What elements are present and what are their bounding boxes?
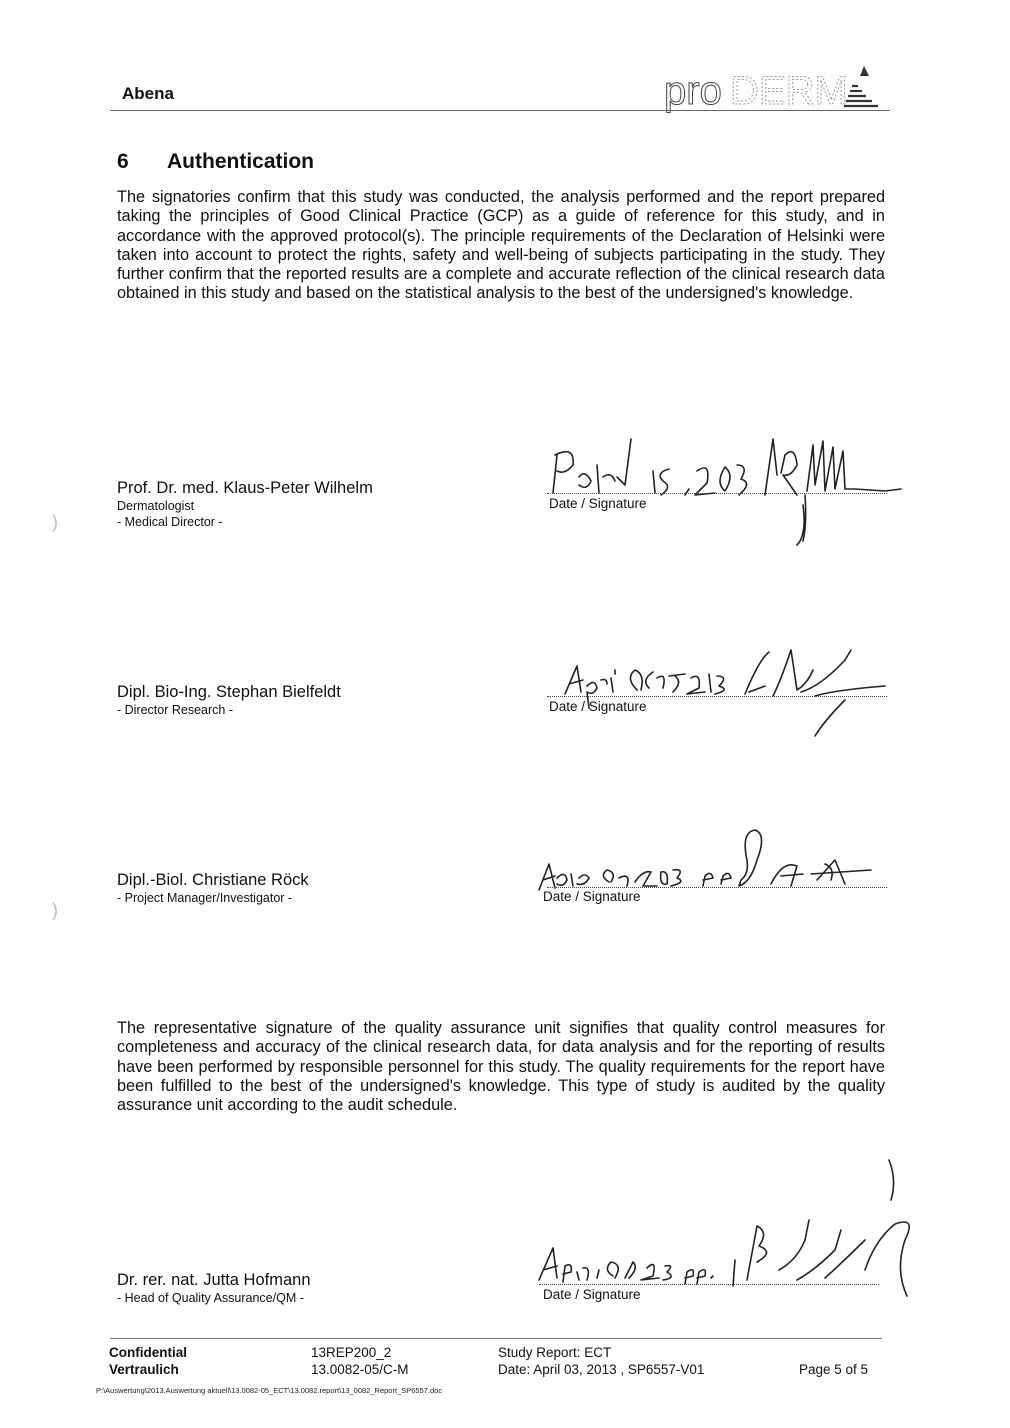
date-signature-label: Date / Signature	[549, 496, 647, 511]
footer-confidential-block	[109, 1344, 187, 1378]
footer-study-report: Study Report: ECT	[498, 1345, 612, 1360]
signature-line	[547, 696, 887, 697]
signature-line	[539, 1284, 879, 1285]
footer-vertraulich: Vertraulich	[109, 1362, 179, 1377]
signatory-block	[117, 1270, 311, 1306]
handwritten-signature	[545, 630, 945, 740]
section-heading	[117, 150, 314, 174]
footer-date-line: Date: April 03, 2013 , SP6557-V01	[498, 1362, 705, 1377]
footer-file-path: P:\Auswertung\2013.Auswertung aktuell\13.0082-05_ECT\13.0082.report\13_0082_Report_SP6557.doc	[96, 1386, 443, 1395]
section-number: 6	[117, 150, 129, 173]
header-company: Abena	[122, 84, 174, 103]
qa-paragraph: The representative signature of the quality assurance unit signifies that quality control measures for completeness and accuracy of the clinical research data, for data analysis and for the reporting of results have been performed by responsible personnel for this study. The quality requirements for the report have been fulfilled to the best of the undersigned's knowledge. This type of study is audited by the quality assurance unit according to the audit schedule.	[117, 1019, 885, 1115]
header-rule	[110, 110, 890, 111]
signatory-role: - Head of Quality Assurance/QM -	[117, 1291, 304, 1305]
footer-page-number: Page 5 of 5	[799, 1362, 869, 1377]
margin-mark: )	[52, 900, 58, 920]
authentication-paragraph: The signatories confirm that this study was conducted, the analysis performed and the report prepared taking the principles of Good Clinical Practice (GCP) as a guide of reference for this study, and in accordance with the approved protocol(s). The principle requirements of the Declaration of Helsinki were taken into account to protect the rights, safety and well-being of subjects participating in the study. They further confirm that the reported results are a complete and accurate reflection of the clinical research data obtained in this study and based on the statistical analysis to the best of the undersigned's knowledge.	[117, 188, 885, 303]
signatory-title: Dermatologist	[117, 499, 195, 513]
signatory-name: Dipl.-Biol. Christiane Röck	[117, 871, 309, 889]
footer-report-code: 13REP200_2	[311, 1345, 392, 1360]
margin-mark: )	[52, 512, 58, 532]
signatory-name: Prof. Dr. med. Klaus-Peter Wilhelm	[117, 479, 373, 497]
signatory-block	[117, 870, 309, 906]
signature-line	[547, 887, 887, 888]
svg-text:DERM: DERM	[730, 69, 848, 113]
footer-rule	[110, 1338, 882, 1339]
signatory-block	[117, 682, 341, 718]
footer-confidential: Confidential	[109, 1345, 187, 1360]
signature-line	[547, 493, 887, 494]
footer-report-block	[498, 1344, 704, 1378]
handwritten-signature	[545, 425, 945, 535]
handwritten-signature	[535, 820, 935, 930]
signatory-block	[117, 478, 373, 530]
footer-codes-block	[311, 1344, 409, 1378]
signatory-name: Dipl. Bio-Ing. Stephan Bielfeldt	[117, 683, 341, 701]
date-signature-label: Date / Signature	[549, 699, 647, 714]
signatory-role: - Director Research -	[117, 703, 233, 717]
footer-study-code: 13.0082-05/C-M	[311, 1362, 409, 1377]
svg-text:pro: pro	[664, 69, 722, 113]
signatory-role: - Project Manager/Investigator -	[117, 891, 293, 905]
signatory-role: - Medical Director -	[117, 515, 223, 529]
date-signature-label: Date / Signature	[543, 889, 641, 904]
signatory-name: Dr. rer. nat. Jutta Hofmann	[117, 1271, 311, 1289]
proderm-logo	[664, 62, 894, 114]
section-title: Authentication	[167, 150, 314, 173]
date-signature-label: Date / Signature	[543, 1287, 641, 1302]
